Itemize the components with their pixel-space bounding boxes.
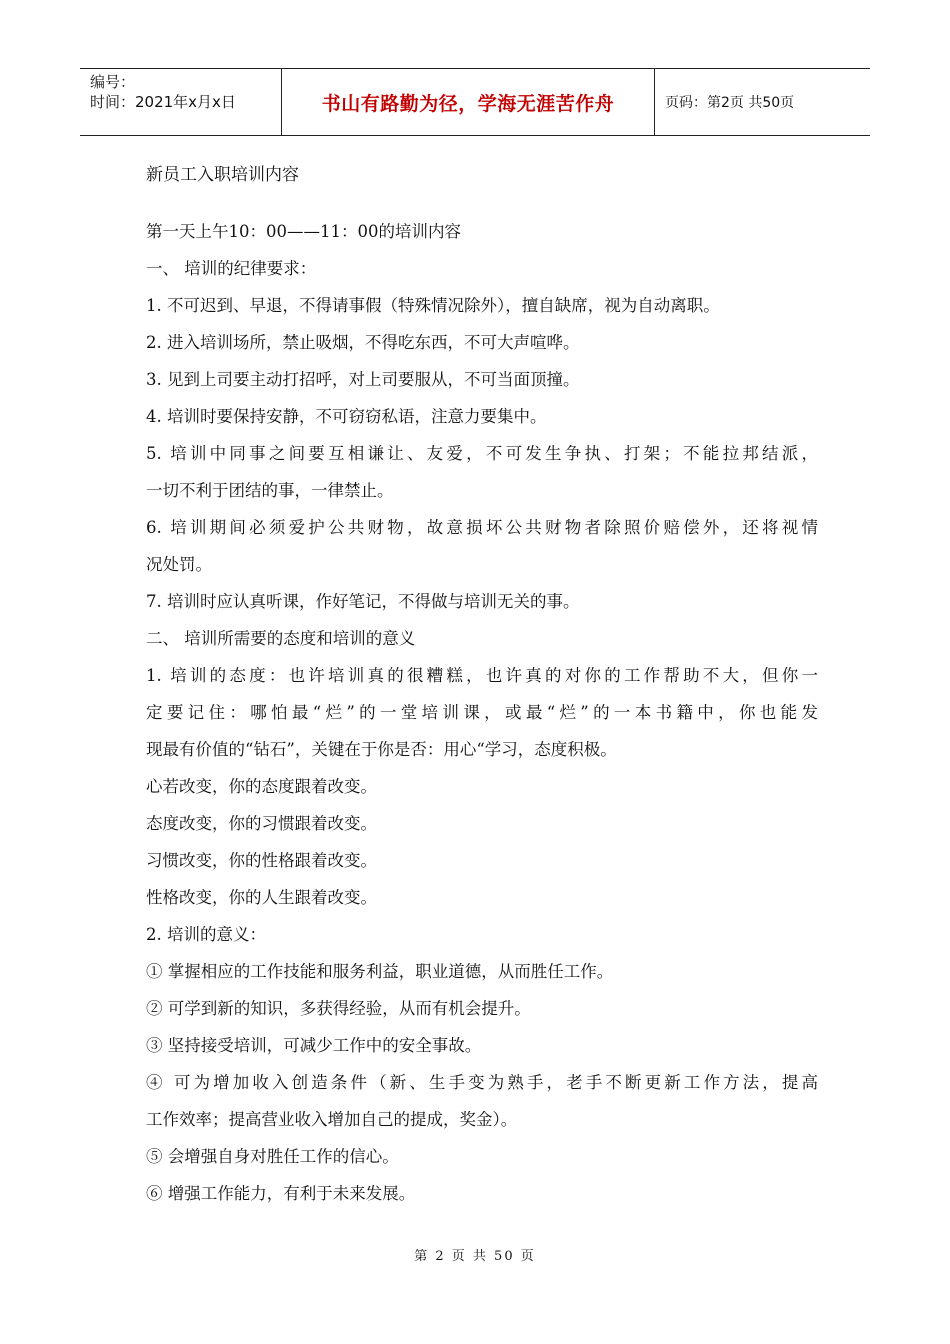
saying-line-2: 态度改变，你的习惯跟着改变。 bbox=[146, 814, 377, 833]
section-heading-attitude: 二、 培训所需要的态度和培训的意义 bbox=[146, 629, 416, 648]
meaning-item-4-cont: 工作效率；提高营业收入增加自己的提成，奖金）。 bbox=[146, 1110, 518, 1129]
meaning-heading: 2. 培训的意义： bbox=[146, 925, 266, 944]
section-heading-discipline: 一、 培训的纪律要求： bbox=[146, 259, 317, 278]
rule-item-6-cont: 况处罚。 bbox=[146, 555, 212, 574]
meaning-item-1: ① 掌握相应的工作技能和服务利益，职业道德，从而胜任工作。 bbox=[146, 962, 614, 981]
meaning-item-2: ② 可学到新的知识，多获得经验，从而有机会提升。 bbox=[146, 999, 531, 1018]
meaning-item-5: ⑤ 会增强自身对胜任工作的信心。 bbox=[146, 1147, 399, 1166]
attitude-paragraph-line-2: 定要记住：哪怕最“烂”的一堂培训课，或最“烂”的一本书籍中，你也能发 bbox=[146, 703, 818, 722]
rule-item-2: 2. 进入培训场所，禁止吸烟，不得吃东西，不可大声喧哗。 bbox=[146, 333, 580, 352]
attitude-paragraph-line-1: 1. 培训的态度：也许培训真的很糟糕，也许真的对你的工作帮助不大，但你一 bbox=[146, 666, 818, 685]
saying-line-1: 心若改变，你的态度跟着改变。 bbox=[146, 777, 377, 796]
section-heading-time: 第一天上午10：00——11：00的培训内容 bbox=[146, 222, 461, 241]
rule-item-3: 3. 见到上司要主动打招呼，对上司要服从，不可当面顶撞。 bbox=[146, 370, 580, 389]
date-text: 时间：2021年x月x日 bbox=[90, 93, 236, 111]
page-header bbox=[80, 68, 870, 136]
document-body bbox=[146, 218, 818, 1217]
meaning-item-3: ③ 坚持接受培训，可减少工作中的安全事故。 bbox=[146, 1036, 482, 1055]
document-title: 新员工入职培训内容 bbox=[146, 165, 299, 185]
attitude-paragraph-line-3: 现最有价值的“钻石”，关键在于你是否：用心“学习，态度积极。 bbox=[146, 740, 617, 759]
rule-item-5: 5. 培训中同事之间要互相谦让、友爱，不可发生争执、打架；不能拉邦结派， bbox=[146, 444, 818, 463]
header-page-number: 页码：第2页 共50页 bbox=[665, 95, 795, 111]
rule-item-5-cont: 一切不利于团结的事，一律禁止。 bbox=[146, 481, 394, 500]
meaning-item-6: ⑥ 增强工作能力，有利于未来发展。 bbox=[146, 1184, 416, 1203]
saying-line-3: 习惯改变，你的性格跟着改变。 bbox=[146, 851, 377, 870]
serial-label: 编号： bbox=[90, 73, 136, 91]
saying-line-4: 性格改变，你的人生跟着改变。 bbox=[146, 888, 377, 907]
rule-item-6: 6. 培训期间必须爱护公共财物，故意损坏公共财物者除照价赔偿外，还将视情 bbox=[146, 518, 818, 537]
meaning-item-4: ④ 可为增加收入创造条件（新、生手变为熟手，老手不断更新工作方法，提高 bbox=[146, 1073, 818, 1092]
header-motto: 书山有路勤为径，学海无涯苦作舟 bbox=[282, 69, 655, 135]
rule-item-1: 1. 不可迟到、早退，不得请事假（特殊情况除外），擅自缺席，视为自动离职。 bbox=[146, 296, 720, 315]
page-footer: 第 2 页 共 50 页 bbox=[414, 1249, 536, 1264]
rule-item-7: 7. 培训时应认真听课，作好笔记，不得做与培训无关的事。 bbox=[146, 592, 580, 611]
rule-item-4: 4. 培训时要保持安静，不可窃窃私语，注意力要集中。 bbox=[146, 407, 547, 426]
header-info bbox=[80, 69, 282, 135]
